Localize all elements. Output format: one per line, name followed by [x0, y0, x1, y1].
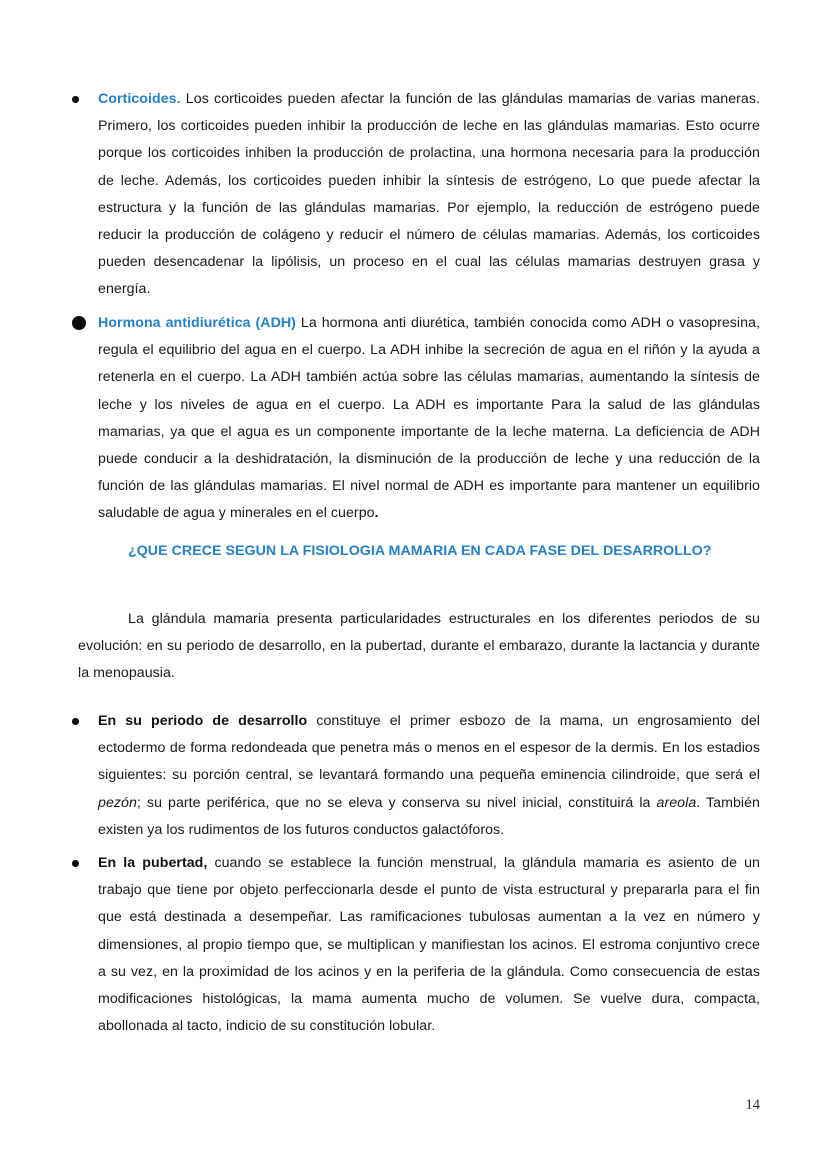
list-item-text-pubertad: cuando se establece la función menstrual, la glándula mamaria es asiento de un trabajo que tiene por objeto perfeccionarla desde el punto de vista estructural y prepararla para el fin que está destinada a desempeñar. Las ramificaciones tubulosas aumentan a la vez en número y dimensiones, al propio tiempo que, se multiplican y manifiestan los acinos. El estroma conjuntivo crece a su vez, en la proximidad de los acinos y en la periferia de la glándula. Como consecuencia de estas modificaciones histológicas, la mama aumenta mucho de volumen. Se vuelve dura, compacta, abollonada al tacto, indicio de su constitución lobular. [98, 855, 761, 1035]
list-item-body [98, 708, 760, 844]
list-item-lead-corticoides: Corticoides. [98, 91, 181, 107]
section-heading-fases: ¿QUE CRECE SEGUN LA FISIOLOGIA MAMARIA EN CADA FASE DEL DESARROLLO? [128, 543, 712, 559]
list-item-corticoides [72, 86, 760, 304]
list-item-text-corticoides: Los corticoides pueden afectar la función de las glándulas mamarias de varias maneras. Primero, los corticoides pueden inhibir la producción de leche en las glándulas mamarias. Esto ocurre porque los corticoides inhiben la producción de prolactina, una hormona necesaria para la producción de leche. Además, los corticoides pueden inhibir la síntesis de estrógeno, Lo que puede afectar la estructura y la función de las glándulas mamarias. Por ejemplo, la reducción de estrógeno puede reducir la producción de colágeno y reducir el número de células mamarias. Además, los corticoides pueden desencadenar la lipólisis, un proceso en el cual las células mamarias destruyen grasa y energía. [98, 91, 760, 298]
list-item-text-adh: La hormona anti diurética, también conocida como ADH o vasopresina, regula el equilibrio del agua en el cuerpo. La ADH inhibe la secreción de agua en el riñón y la ayuda a retenerla en el cuerpo. La ADH también actúa sobre las células mamarias, aumentando la síntesis de leche y los niveles de agua en el cuerpo. La ADH es importante Para la salud de las glándulas mamarias, ya que el agua es un componente importante de la leche materna. La deficiencia de ADH puede conducir a la deshidratación, la disminución de la producción de leche y una reducción de la función de las glándulas mamarias. El nivel normal de ADH es importante para mantener un equilibrio saludable de agua y minerales en el cuerpo [98, 315, 761, 522]
bullet-marker-icon [72, 86, 98, 108]
list-item-desarrollo [72, 708, 760, 844]
list-item-adh [72, 310, 760, 528]
bullet-marker-large-icon [72, 310, 98, 335]
bullet-marker-icon [72, 850, 98, 872]
list-item-body [98, 310, 760, 528]
list-item-lead-desarrollo: En su periodo de desarrollo [98, 713, 308, 729]
list-item-body [98, 850, 760, 1040]
list-item-text-desarrollo-3: . También existen ya los rudimentos de los futuros conductos galactóforos. [98, 794, 760, 838]
list-item-text-adh-end: . [374, 505, 379, 522]
list-item-pubertad [72, 850, 760, 1040]
page-number: 14 [745, 1097, 760, 1113]
bullet-marker-icon [72, 708, 98, 730]
term-areola: areola [656, 794, 697, 811]
list-item-lead-adh: Hormona antidiurética (ADH) [98, 315, 296, 331]
list-item-body [98, 86, 760, 304]
list-item-text-desarrollo-2: ; su parte periférica, que no se eleva y conserva su nivel inicial, constituirá la [136, 794, 657, 811]
list-item-lead-pubertad: En la pubertad, [98, 855, 208, 871]
list-item-text-desarrollo-1: constituye el primer esbozo de la mama, un engrosamiento del ectodermo de forma redondeada que penetra más o menos en el espesor de la dermis. En los estadios siguientes: su porción central, se levantará formando una pequeña eminencia cilindroide, que será el [98, 713, 760, 784]
term-pezon: pezón [98, 794, 137, 811]
intro-paragraph: La glándula mamaria presenta particularidades estructurales en los diferentes periodos de su evolución: en su periodo de desarrollo, en la pubertad, durante el embarazo, durante la lactancia y durante la menopausia. [78, 611, 760, 682]
